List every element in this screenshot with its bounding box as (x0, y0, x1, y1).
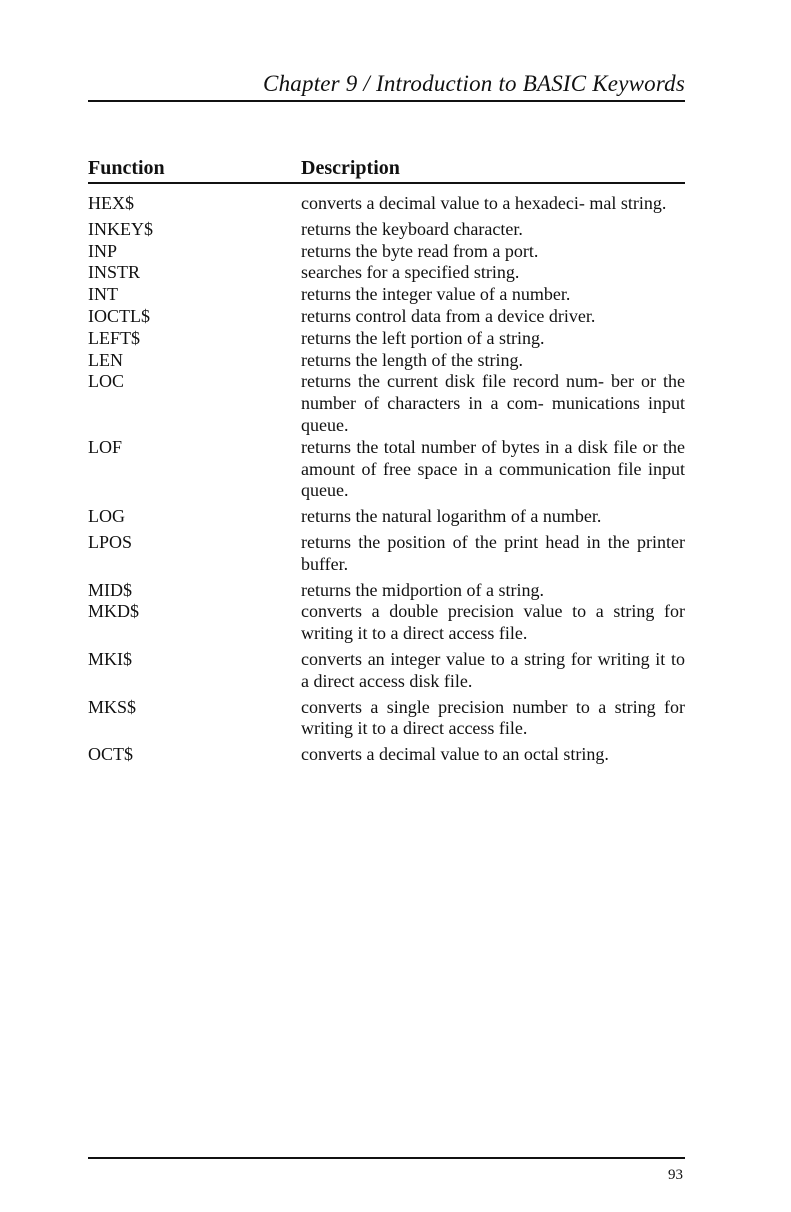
function-description: converts a decimal value to a hexadeci- mal string. (301, 193, 667, 213)
function-description: returns the position of the print head in the printer buffer. (301, 531, 685, 574)
function-description: returns the keyboard character. (301, 218, 523, 239)
function-description: searches for a specified string. (301, 262, 520, 283)
function-name: INP (88, 240, 118, 261)
function-description: converts a single precision number to a string for writing it to a direct access file. (301, 696, 685, 739)
table-row (88, 350, 685, 372)
table-row (88, 306, 685, 328)
table-header (88, 155, 685, 181)
function-name: MID$ (88, 579, 132, 600)
function-description: returns the byte read from a port. (301, 240, 539, 261)
function-name: IOCTL$ (88, 305, 150, 326)
table-row (88, 506, 685, 528)
running-head: Chapter 9 / Introduction to BASIC Keywords (263, 71, 685, 96)
table-header-rule (88, 182, 685, 184)
table-body (88, 193, 685, 766)
function-description: returns the midportion of a string. (301, 579, 544, 600)
function-name: INKEY$ (88, 218, 153, 239)
function-name: OCT$ (88, 744, 133, 765)
description-column-header: Description (301, 157, 400, 179)
table-row (88, 744, 685, 766)
table-row (88, 328, 685, 350)
page-number: 93 (668, 1167, 683, 1183)
function-description: converts a double precision value to a string for writing it to a direct access file. (301, 601, 685, 644)
header-rule (88, 100, 685, 102)
function-description: returns the length of the string. (301, 349, 523, 370)
table-row (88, 532, 685, 576)
function-name: LEN (88, 349, 123, 370)
function-name: LOC (88, 371, 124, 392)
function-name: HEX$ (88, 193, 134, 213)
footer-rule (88, 1157, 685, 1159)
table-row (88, 437, 685, 502)
function-name: LPOS (88, 531, 133, 552)
table-row (88, 580, 685, 602)
table-row (88, 649, 685, 693)
function-name: INSTR (88, 262, 141, 283)
table-row (88, 219, 685, 241)
function-name: MKD$ (88, 601, 140, 622)
function-description: returns the current disk file record num- ber or the number of characters in a com- munications input queue. (301, 371, 685, 435)
table-row (88, 284, 685, 306)
function-description: returns the integer value of a number. (301, 284, 571, 305)
function-name: MKS$ (88, 696, 137, 717)
function-description: returns the total number of bytes in a disk file or the amount of free space in a communication file input queue. (301, 436, 685, 501)
function-column-header: Function (88, 157, 165, 179)
table-row (88, 193, 685, 215)
table-row (88, 262, 685, 284)
table-row (88, 601, 685, 645)
table-row (88, 371, 685, 436)
function-name: MKI$ (88, 648, 132, 669)
function-name: LOF (88, 436, 123, 457)
function-description: returns the left portion of a string. (301, 327, 545, 348)
function-description: converts a decimal value to an octal string. (301, 744, 609, 765)
function-name: INT (88, 284, 118, 305)
keyword-table (88, 155, 685, 766)
function-description: returns the natural logarithm of a number. (301, 506, 602, 527)
function-name: LOG (88, 506, 125, 527)
function-name: LEFT$ (88, 327, 140, 348)
table-row (88, 697, 685, 741)
function-description: converts an integer value to a string for writing it to a direct access disk file. (301, 648, 685, 691)
function-description: returns control data from a device driver. (301, 305, 596, 326)
table-row (88, 241, 685, 263)
